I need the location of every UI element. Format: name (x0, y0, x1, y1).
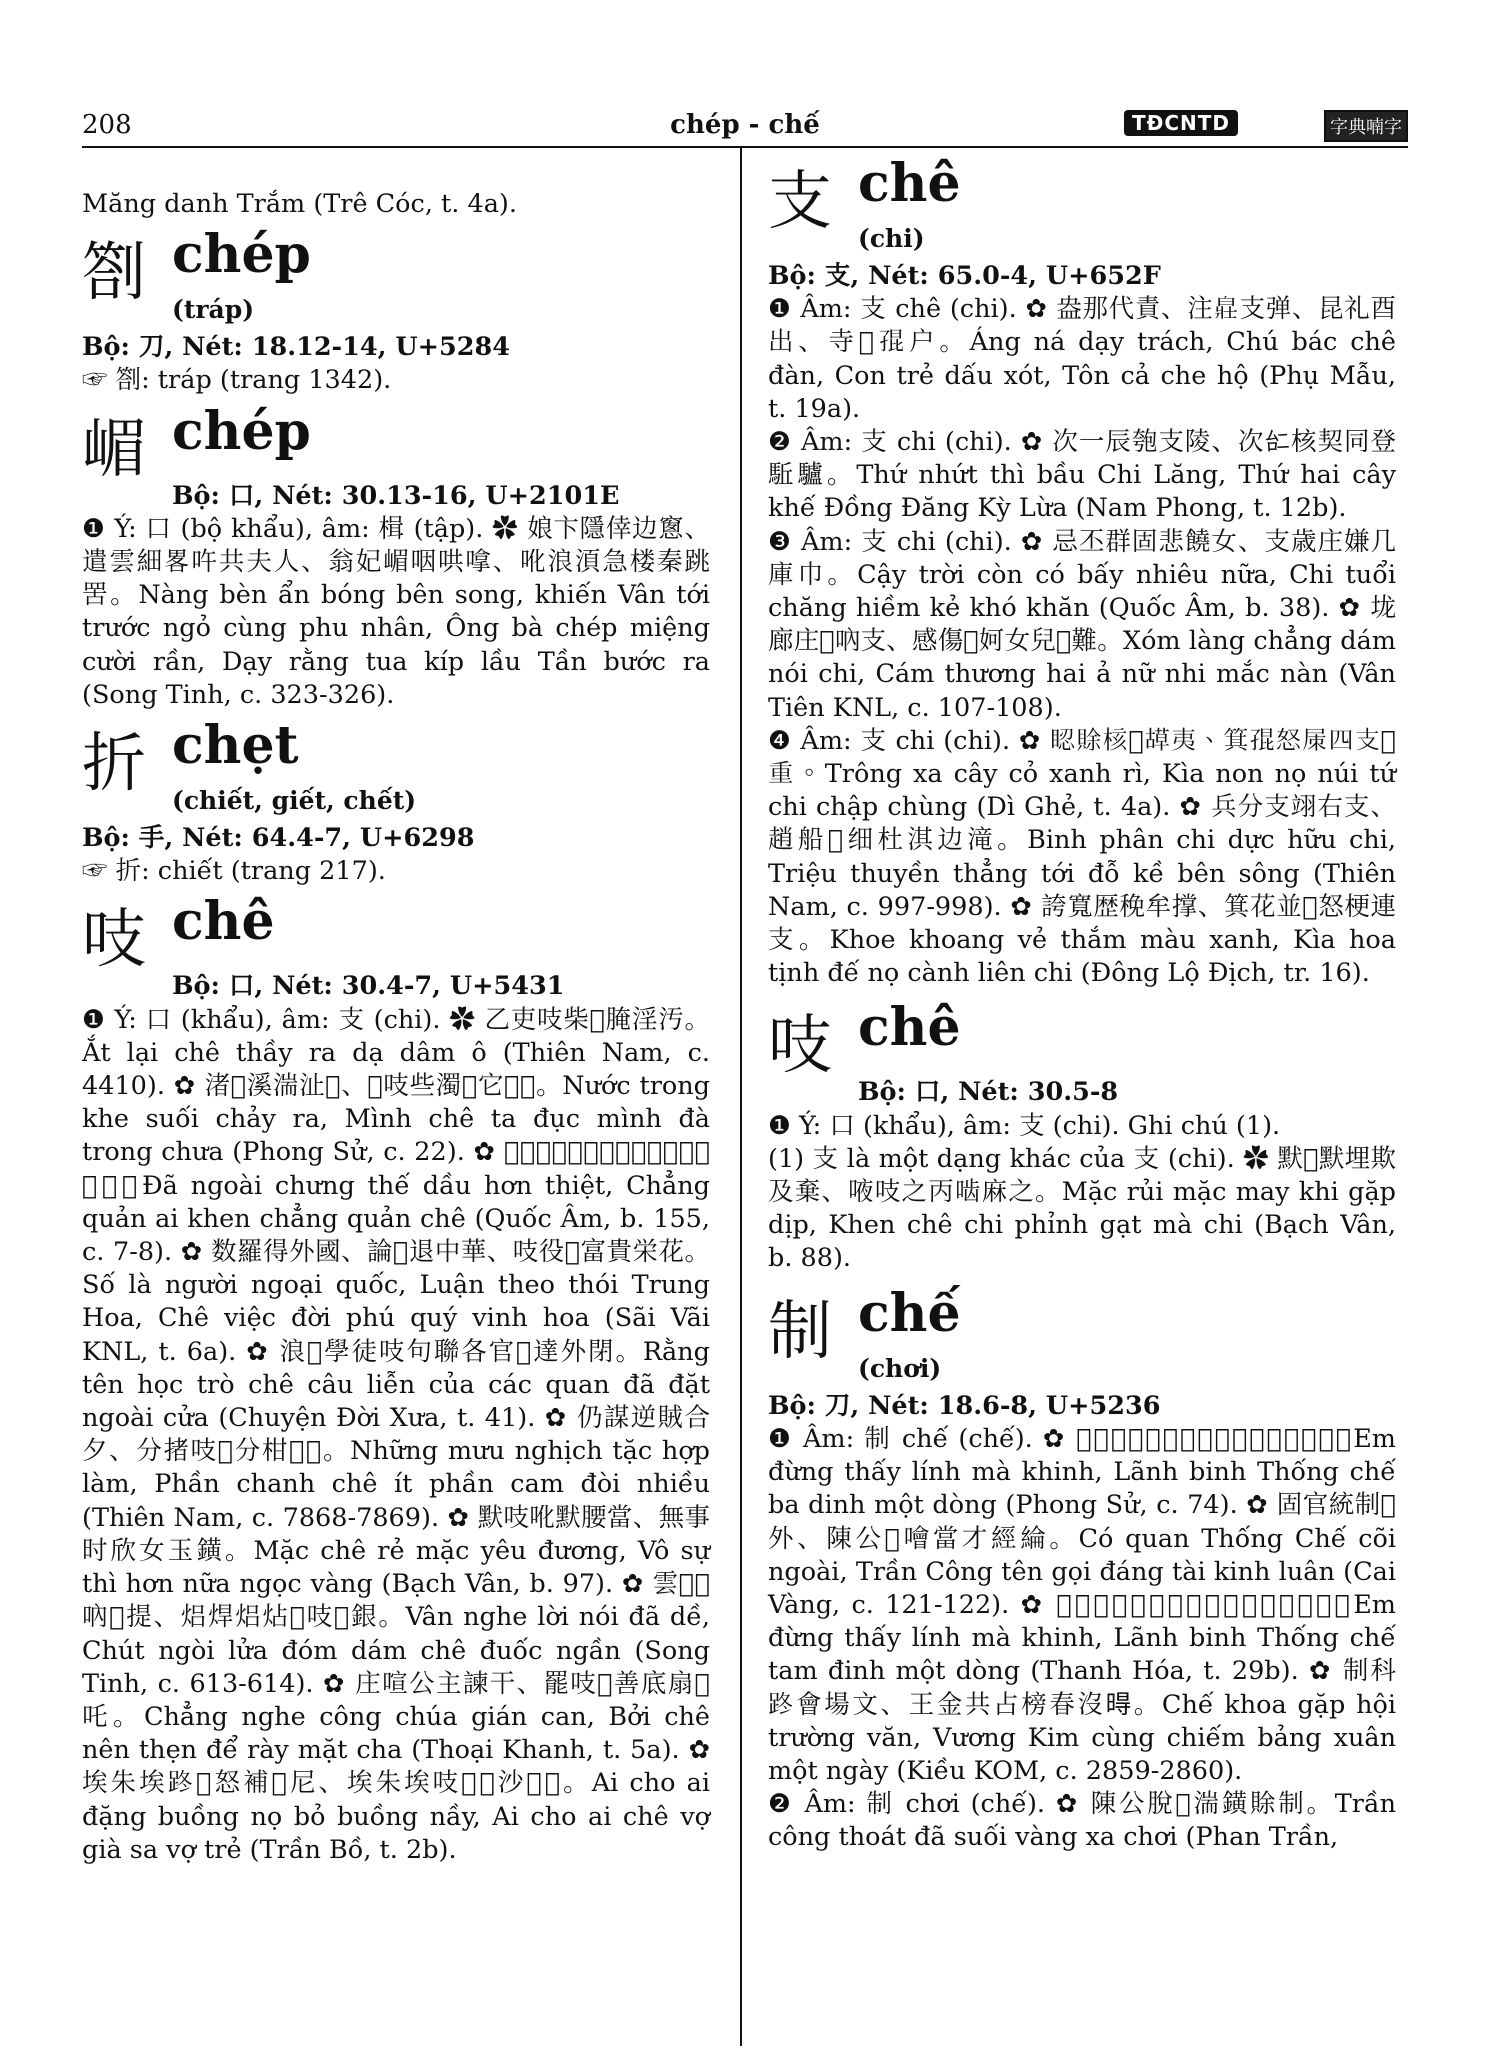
header-rule (82, 146, 1408, 148)
entry-word: chép (172, 400, 311, 462)
right-column (768, 150, 1396, 1855)
entry-heading (768, 1282, 1396, 1390)
page-number: 208 (82, 110, 132, 140)
entry-alternate-reading: (chi) (858, 224, 925, 253)
entry-radical-info: Bộ: 口, Nét: 30.4-7, U+5431 (172, 971, 565, 1002)
entry-character: 劄 (82, 236, 146, 311)
entry-cross-reference: ☞ 劄: tráp (trang 1342). (82, 365, 392, 396)
entry-character: 制 (768, 1294, 832, 1369)
entry-sense: ❶ Âm: 制 chế (chế). ✿ 𡛤停𧡊𨱎𢇓輕、領兵統制𢀭營沒洲。Em đừng thấy lính mà khinh, Lãnh binh Thống chế ba dinh một dòng (Phong Sử, c. 74). ✿ 固官統制𡓁外、陳公𠸜噲當才經綸。Có quan Thống Chế cõi ngoài, Trần Công tên gọi đáng tài kinh luân (Cai Vàng, c. 121-122). ✿ 𡛤停𧡊𨱎麻輕、領兵統制三丁沒洲。Em đừng thấy lính mà khinh, Lãnh binh Thống chế tam đinh một dòng (Thanh Hóa, t. 29b). ✿ 制科𨀐會場文、王金共占榜春沒𣈜。Chế khoa gặp hội trường văn, Vương Kim cùng chiếm bảng xuân một ngày (Kiều KOM, c. 2859-2860). (768, 1423, 1396, 1786)
entry-heading (82, 400, 710, 487)
entry-sense: ❶ Ý: 口 (bộ khẩu), âm: 楫 (tập). ✿ 娘卞隱倖边窻、遣雲細畧吘共夫人、翁妃嵋咽哄嗱、吪浪湏急楼秦跳罟。Nàng bèn ẩn bóng bên song, khiến Vân tới trước ngỏ cùng phu nhân, Ông bà chép miệng cười rần, Dạy rằng tua kíp lầu Tần bước ra (Song Tinh, c. 323-326). (82, 513, 710, 710)
entry-heading (82, 715, 710, 822)
entry-character: 折 (82, 727, 146, 802)
entry-heading (768, 153, 1396, 260)
entry-radical-info: Bộ: 刀, Nét: 18.6-8, U+5236 (768, 1390, 1161, 1421)
entry-word: chế (858, 1282, 961, 1344)
left-column (82, 188, 710, 1867)
entry-alternate-reading: (chơi) (858, 1353, 942, 1383)
entry-radical-info: Bộ: 口, Nét: 30.5-8 (858, 1077, 1119, 1108)
entry-heading (82, 891, 710, 978)
entry-sense: ❷ Âm: 支 chi (chi). ✿ 次一辰匏支陵、次𠄩核契同登駈驢。Thứ nhứt thì bầu Chi Lăng, Thứ hai cây khế Đồng Đăng Kỳ Lừa (Nam Phong, t. 12b). (768, 427, 1396, 524)
entry-sense: ❹ Âm: 支 chi (chi). ✿ 𥆾賖核𦹵𦹯夷、箕𡥵怒㞖四支𢵩重。Trông xa cây cỏ xanh rì, Kìa non nọ núi tứ chi chập chùng (Dì Ghẻ, t. 4a). ✿ 兵分支翊右支、趙船𥕄细杜淇边滝。Binh phân chi dực hữu chi, Triệu thuyền thẳng tới đỗ kề bên sông (Thiên Nam, c. 997-998). ✿ 誇寬歴䅋牟撑、箕花並𨇜怒梗連支。Khoe khoang vẻ thắm màu xanh, Kìa hoa tịnh đế nọ cành liên chi (Đông Lộ Địch, tr. 16). (768, 725, 1396, 989)
entry-alternate-reading: (tráp) (172, 295, 255, 325)
entry-sense: ❶ Ý: 口 (khẩu), âm: 支 (chi). Ghi chú (1). (768, 1110, 1281, 1141)
entry-radical-info: Bộ: 刀, Nét: 18.12-14, U+5284 (82, 332, 510, 363)
entry-note: (1) 支 là một dạng khác của 支 (chi). ✿ 默𢬣默埋欺及棄、㖡吱之丙啮麻之。Mặc rủi mặc may khi gặp dịp, Khen chê chi phỉnh gạt mà chi (Bạch Vân, b. 88). (768, 1143, 1396, 1274)
page-header (82, 104, 1408, 144)
series-logo: 字典喃字 (1324, 110, 1408, 142)
entry-alternate-reading: (chiết, giết, chết) (172, 786, 417, 816)
entry-word: chê (172, 891, 275, 953)
entry-radical-info: Bộ: 支, Nét: 65.0-4, U+652F (768, 261, 1161, 291)
entry-heading (768, 997, 1396, 1084)
entry-word: chê (858, 153, 961, 214)
publisher-logo: TĐCNTD (1124, 110, 1238, 136)
entry-sense: ❷ Âm: 制 chơi (chế). ✿ 陳公脫𢆥湍鐄賖制。Trần công thoát đã suối vàng xa chơi (Phan Trần, (768, 1789, 1396, 1853)
entry-character: 吱 (82, 903, 146, 978)
entry-sense: ❸ Âm: 支 chi (chi). ✿ 忌丕群固悲饒女、支歳庄嫌几庫巾。Cậy trời còn có bấy nhiêu nữa, Chi tuổi chăng hiềm kẻ khó khăn (Quốc Âm, b. 38). ✿ 垅廊庄𡎝吶支、感傷𠄩妸女兒󰒂難。Xóm làng chẳng dám nói chi, Cám thương hai ả nữ nhi mắc nàn (Vân Tiên KNL, c. 107-108). (768, 526, 1396, 723)
entry-word: chê (858, 997, 961, 1059)
entry-cross-reference: ☞ 折: chiết (trang 217). (82, 856, 386, 887)
entry-character: 支 (768, 165, 832, 239)
entry-heading (82, 224, 710, 331)
entry-word: chép (172, 224, 311, 286)
entry-radical-info: Bộ: 口, Nét: 30.13-16, U+2101E (172, 480, 620, 511)
entry-character: 嵋 (82, 412, 146, 487)
entry-character: 吱 (768, 1009, 832, 1084)
continued-text: Măng danh Trắm (Trê Cóc, t. 4a). (82, 189, 517, 219)
running-title: chép - chế (670, 110, 820, 140)
entry-word: chẹt (172, 715, 299, 777)
entry-radical-info: Bộ: 手, Nét: 64.4-7, U+6298 (82, 823, 475, 854)
entry-sense: ❶ Âm: 支 chê (chi). ✿ 盎那代責、注𤽸支弹、昆礼酉出、寺𡢐𡥵户。Áng ná dạy trách, Chú bác chê đàn, Con trẻ dấu xót, Tôn cả che hộ (Phụ Mẫu, t. 19a). (768, 294, 1396, 424)
column-divider (740, 146, 742, 2046)
entry-sense: ❶ Ý: 口 (khẩu), âm: 支 (chi). ✿ 乙吏吱柴𪬾腌淫汚。Ắt lại chê thầy ra dạ dâm ô (Thiên Nam, c. 4410). ✿ 渚𣴜溪湍沚𪬾、𨉟吱些濁𨉟它𧿫𤃢。Nước trong khe suối chảy ra, Mình chê ta đục mình đà trong chưa (Phong Sử, c. 22). ✿ 𢆥外𤍊世油欣舌、拯𠲖埃唏拯𠲖吱。Đã ngoài chưng thế dầu hơn thiệt, Chẳng quản ai khen chẳng quản chê (Quốc Âm, b. 155, c. 7-8). ✿ 数羅得外國、論𨁪退中華、吱役𣈜富貴栄花。Số là người ngoại quốc, Luận theo thói Trung Hoa, Chê việc đời phú quý vinh hoa (Sãi Vãi KNL, t. 6a). ✿ 浪𤯩學徒吱句聯各官𢆥達外閉。Rằng tên học trò chê câu liễn của các quan đã đặt ngoài cửa (Chuyện Đời Xưa, t. 41). ✿ 仍謀逆賊合夕、分㨋吱𤼸分柑𠾕𢥇。Những mưu nghịch tặc hợp làm, Phần chanh chê ít phần cam đòi nhiều (Thiên Nam, c. 7868-7869). ✿ 默吱吪默腰當、無事时欣女玉鐄。Mặc chê rẻ mặc yêu đương, Vô sự thì hơn nữa ngọc vàng (Bạch Vân, b. 97). ✿ 雲𦖑𠳒吶𡗶提、焒焊焒炶𡎝吱𤼸銀。Vân nghe lời nói đã dề, Chút ngòi lửa đóm dám chê đuốc ngần (Song Tinh, c. 613-614). ✿ 庄喧公主諫干、罷吱𨫊善底扇𥺊吒。Chẳng nghe công chúa gián can, Bởi chê nên thẹn để rày mặt cha (Thoại Khanh, t. 5a). ✿ 埃朱埃𨀐𨇜怒補𨇜尼、埃朱埃吱𡞕𡞕沙𡞕𡞕。Ai cho ai đặng buồng nọ bỏ buồng nầy, Ai cho ai chê vợ già sa vợ trẻ (Trần Bồ, t. 2b). (82, 1004, 710, 1865)
